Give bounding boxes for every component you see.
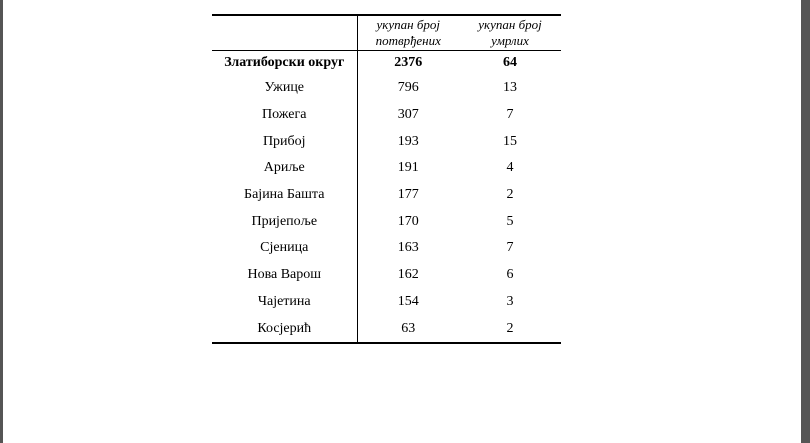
confirmed-count: 796 [397,80,419,96]
table-row [212,102,561,129]
municipality-name: Чајетина [212,289,357,316]
confirmed-count: 163 [397,240,419,256]
table-row [212,182,561,209]
confirmed-count: 154 [397,293,419,309]
deaths-count: 3 [506,293,514,309]
table-row-total [212,51,561,76]
deaths-count: 15 [503,133,517,149]
table-row [212,289,561,316]
table-row [212,262,561,289]
table-row [212,155,561,182]
confirmed-count: 177 [397,187,419,203]
confirmed-count: 191 [397,160,419,176]
table-row [212,208,561,235]
confirmed-count: 63 [357,315,459,343]
municipality-name: Сјеница [212,235,357,262]
table-row [212,75,561,102]
deaths-count: 13 [503,80,517,96]
municipality-name: Ужице [212,75,357,102]
deaths-count: 2 [459,315,561,343]
header-region [212,15,357,51]
deaths-count: 4 [506,160,514,176]
table-row [212,315,561,343]
right-scrollbar-edge[interactable] [801,0,810,443]
header-deaths: укупан број умрлих [459,15,561,51]
total-confirmed: 2376 [394,55,423,70]
covid-statistics-table [212,14,561,344]
deaths-count: 5 [506,213,514,229]
table-header-row [212,15,561,51]
total-region-name: Златиборски округ [212,51,357,76]
total-deaths: 64 [503,55,517,70]
municipality-name: Ариље [212,155,357,182]
municipality-name: Пожега [212,102,357,129]
confirmed-count: 162 [397,267,419,283]
header-confirmed: укупан број потврђених [357,15,459,51]
confirmed-count: 170 [397,213,419,229]
confirmed-count: 307 [397,107,419,123]
municipality-name: Нова Варош [212,262,357,289]
municipality-name: Пријепоље [212,208,357,235]
deaths-count: 7 [506,240,514,256]
left-window-edge [0,0,3,443]
municipality-name: Прибој [212,128,357,155]
deaths-count: 6 [506,267,514,283]
municipality-name: Бајина Башта [212,182,357,209]
municipality-name: Косјерић [212,315,357,343]
confirmed-count: 193 [397,133,419,149]
table-row [212,235,561,262]
deaths-count: 7 [506,107,514,123]
deaths-count: 2 [506,187,514,203]
table-row [212,128,561,155]
